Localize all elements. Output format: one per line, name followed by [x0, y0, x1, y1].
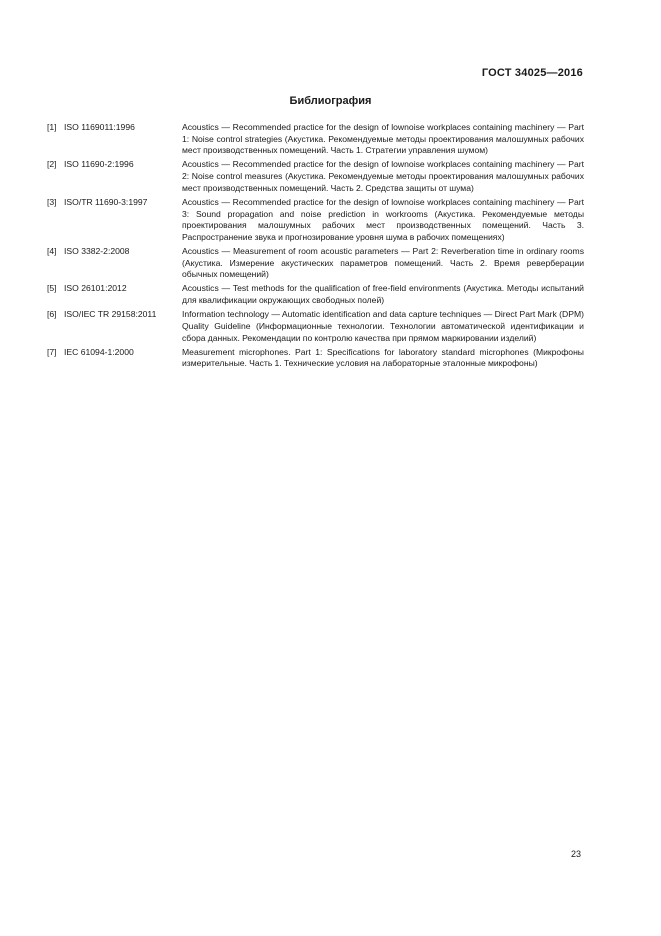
reference-number: [1]	[47, 122, 57, 132]
reference-item	[47, 309, 584, 344]
reference-number: [2]	[47, 159, 57, 170]
reference-number: [4]	[47, 246, 57, 256]
references-list	[47, 122, 584, 373]
reference-number: [5]	[47, 283, 57, 294]
reference-code: ISO 3382-2:2008	[64, 246, 130, 256]
reference-item	[47, 122, 584, 157]
bibliography-title: Библиография	[289, 95, 372, 107]
reference-text: Information technology — Automatic identification and data capture techniques — Direct Part Mark (DPM) Quality Guideline (Информационные технологии. Технологии автоматической идентификации и сбора данных. Рекомендации по контролю качества при прямом маркировании изделий)	[182, 309, 584, 343]
reference-text: Acoustics — Recommended practice for the design of lownoise workplaces containing machinery — Part 3: Sound propagation and noise prediction in workrooms (Акустика. Рекомендуемые методы проектирования малошумных рабочих мест производственных помещений. Часть 3. Распространение звука и прогнозирование уровня шума в рабочих помещениях)	[182, 196, 584, 242]
reference-code: IEC 61094-1:2000	[64, 346, 134, 357]
reference-code: ISO 11690-2:1996	[64, 159, 134, 170]
reference-text: Acoustics — Test methods for the qualification of free-field environments (Акустика. Методы испытаний для квалификации окружающих свободных полей)	[182, 283, 584, 306]
reference-number: [6]	[47, 309, 57, 320]
reference-item	[47, 246, 584, 281]
reference-text: Acoustics — Measurement of room acoustic parameters — Part 2: Reverberation time in ordinary rooms (Акустика. Измерение акустических параметров помещений. Часть 2. Время реверберации обычных помещений)	[182, 246, 584, 280]
reference-code: ISO/TR 11690-3:1997	[64, 196, 148, 207]
reference-number: [3]	[47, 196, 57, 207]
reference-code: ISO 1169011:1996	[64, 122, 135, 132]
reference-item	[47, 283, 584, 306]
reference-text: Acoustics — Recommended practice for the design of lownoise workplaces containing machinery — Part 2: Noise control measures (Акустика. Рекомендуемые методы проектирования малошумных рабочих мест производственных помещений. Часть 2. Средства защиты от шума)	[182, 159, 584, 193]
standard-header: ГОСТ 34025—2016	[481, 67, 583, 79]
reference-text: Measurement microphones. Part 1: Specifications for laboratory standard microphones (Микрофоны измерительные. Часть 1. Технические условия на лабораторные эталонные микрофоны)	[182, 346, 584, 369]
reference-item	[47, 159, 584, 194]
reference-code: ISO 26101:2012	[64, 283, 127, 294]
reference-number: [7]	[47, 346, 57, 357]
page-number: 23	[571, 849, 582, 859]
reference-item	[47, 197, 584, 243]
reference-item	[47, 347, 584, 370]
reference-code: ISO/IEC TR 29158:2011	[64, 309, 157, 320]
reference-text: Acoustics — Recommended practice for the design of lownoise workplaces containing machinery — Part 1: Noise control strategies (Акустика. Рекомендуемые методы проектирования малошумных рабочих мест производственных помещений. Часть 1. Стратегии управления шумом)	[182, 122, 584, 156]
